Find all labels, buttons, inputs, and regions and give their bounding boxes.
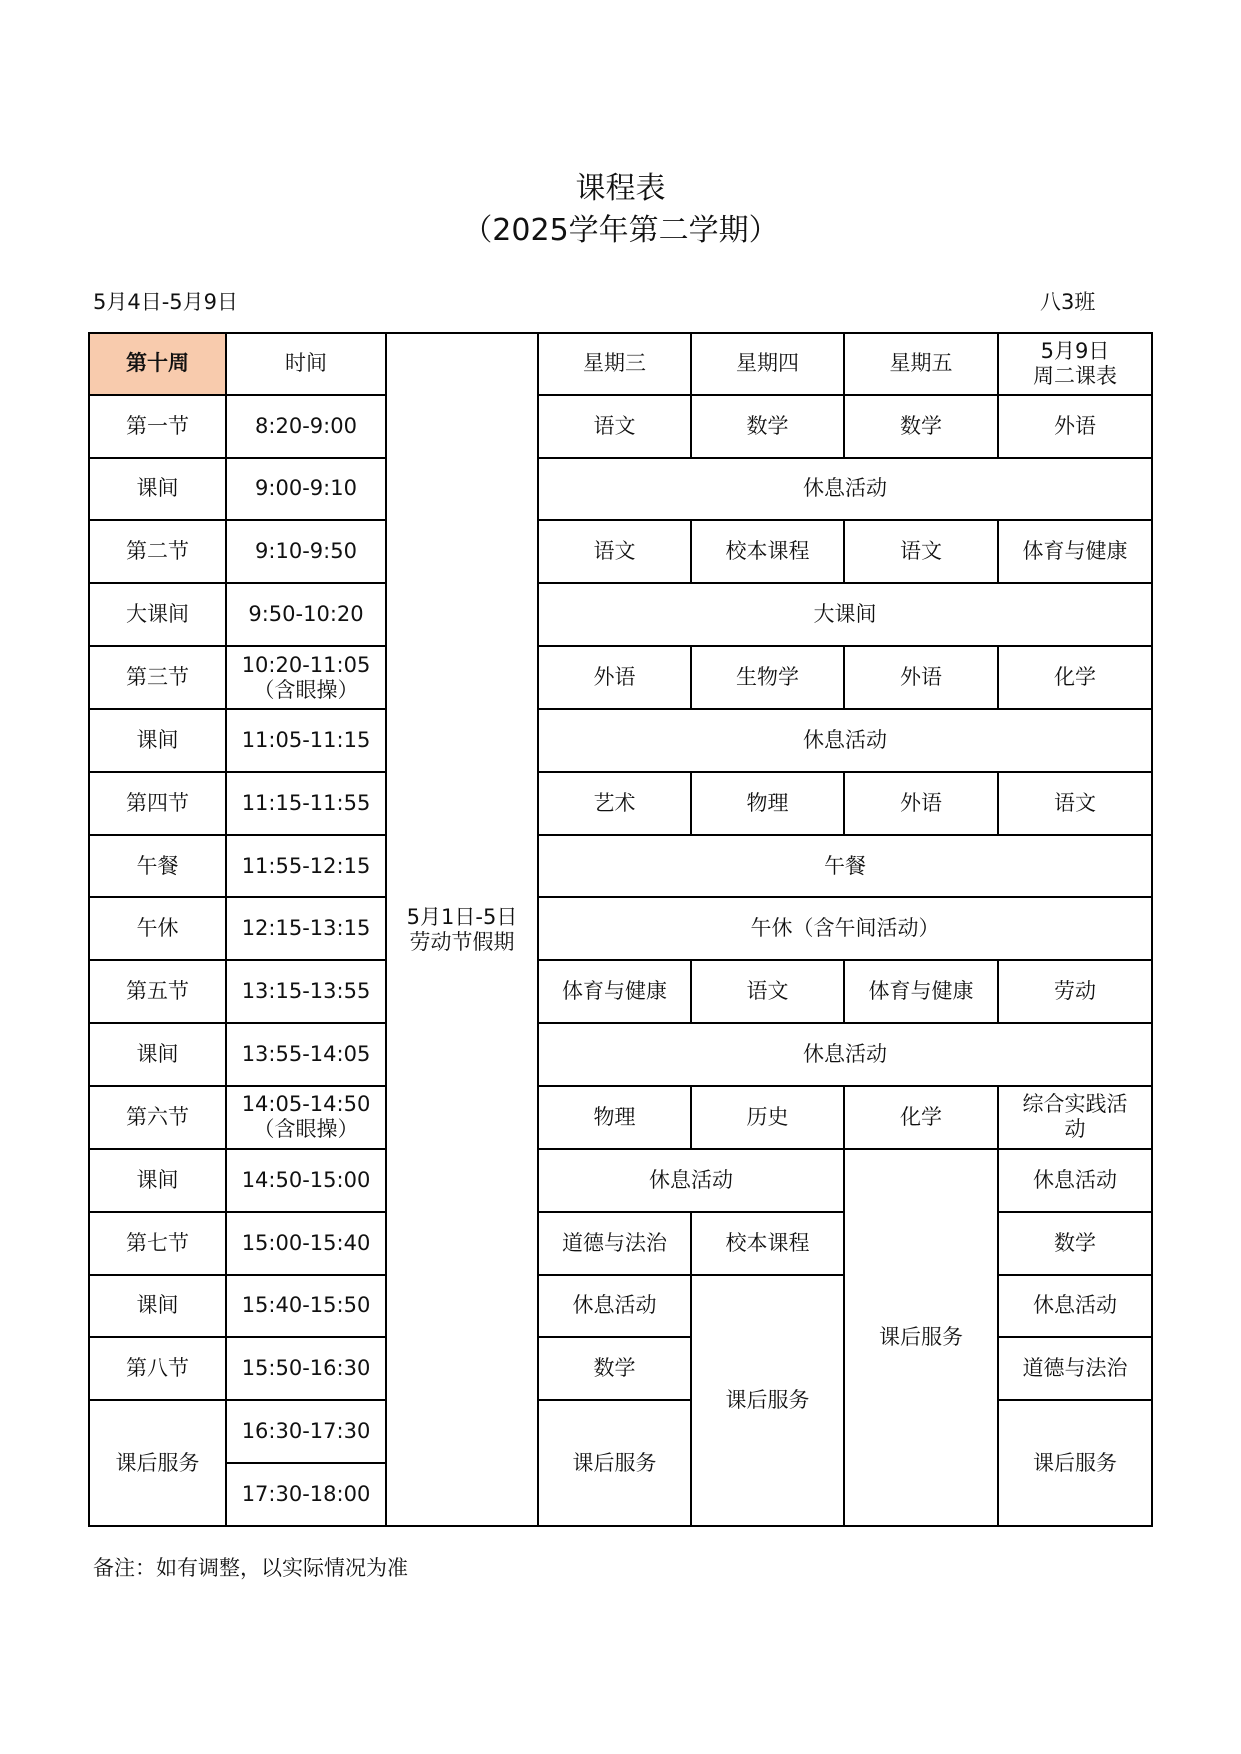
course-cell: 语文 <box>538 395 691 458</box>
activity-cell: 午餐 <box>538 835 1152 898</box>
course-cell: 外语 <box>844 646 998 709</box>
period-label: 第四节 <box>89 772 226 835</box>
course-cell: 休息活动 <box>538 1275 691 1338</box>
day-header: 5月9日 周二课表 <box>998 333 1152 395</box>
period-label: 课间 <box>89 458 226 521</box>
course-cell: 数学 <box>998 1212 1152 1275</box>
day-header: 星期三 <box>538 333 691 395</box>
day-header: 星期四 <box>691 333 844 395</box>
activity-cell: 休息活动 <box>538 709 1152 772</box>
table-row <box>89 772 1152 835</box>
course-cell: 休息活动 <box>998 1149 1152 1212</box>
period-label: 第一节 <box>89 395 226 458</box>
course-cell: 数学 <box>538 1337 691 1400</box>
course-cell: 物理 <box>691 772 844 835</box>
holiday-note: 5月1日-5日 劳动节假期 <box>386 333 538 1526</box>
table-row <box>89 835 1152 898</box>
table-row <box>89 709 1152 772</box>
class-name: 八3班 <box>1040 290 1096 314</box>
course-cell: 外语 <box>844 772 998 835</box>
time-slot: 9:00-9:10 <box>226 458 386 521</box>
time-slot: 14:50-15:00 <box>226 1149 386 1212</box>
activity-cell: 午休（含午间活动） <box>538 897 1152 960</box>
time-slot: 11:55-12:15 <box>226 835 386 898</box>
date-range: 5月4日-5月9日 <box>93 290 239 314</box>
time-slot: 11:15-11:55 <box>226 772 386 835</box>
time-slot: 13:15-13:55 <box>226 960 386 1023</box>
period-label: 第二节 <box>89 520 226 583</box>
activity-cell: 休息活动 <box>538 458 1152 521</box>
period-label: 课间 <box>89 1149 226 1212</box>
period-label: 大课间 <box>89 583 226 646</box>
time-slot: 10:20-11:05 （含眼操） <box>226 646 386 709</box>
table-row <box>89 395 1152 458</box>
time-slot: 15:50-16:30 <box>226 1337 386 1400</box>
period-label: 第七节 <box>89 1212 226 1275</box>
course-cell: 历史 <box>691 1086 844 1149</box>
table-row <box>89 1086 1152 1149</box>
period-label: 课间 <box>89 709 226 772</box>
footer-note: 备注：如有调整，以实际情况为准 <box>93 1556 408 1580</box>
period-label: 第三节 <box>89 646 226 709</box>
course-cell: 校本课程 <box>691 1212 844 1275</box>
schedule-table <box>88 332 1153 1527</box>
table-row <box>89 583 1152 646</box>
course-cell: 外语 <box>998 395 1152 458</box>
course-cell: 道德与法治 <box>998 1337 1152 1400</box>
course-cell: 化学 <box>844 1086 998 1149</box>
course-cell: 语文 <box>998 772 1152 835</box>
time-header: 时间 <box>226 333 386 395</box>
period-label: 课间 <box>89 1023 226 1086</box>
day-header: 星期五 <box>844 333 998 395</box>
course-cell: 体育与健康 <box>998 520 1152 583</box>
course-cell: 休息活动 <box>998 1275 1152 1338</box>
time-slot: 9:10-9:50 <box>226 520 386 583</box>
course-cell: 语文 <box>844 520 998 583</box>
course-cell: 综合实践活 动 <box>998 1086 1152 1149</box>
course-cell: 艺术 <box>538 772 691 835</box>
period-label: 第五节 <box>89 960 226 1023</box>
week-label: 第十周 <box>89 333 226 395</box>
period-label: 午休 <box>89 897 226 960</box>
table-row <box>89 458 1152 521</box>
page-subtitle: （2025学年第二学期） <box>462 213 779 248</box>
time-slot: 16:30-17:30 <box>226 1400 386 1463</box>
table-row <box>89 1149 1152 1212</box>
table-row <box>89 1023 1152 1086</box>
activity-cell: 大课间 <box>538 583 1152 646</box>
time-slot: 14:05-14:50 （含眼操） <box>226 1086 386 1149</box>
course-cell: 体育与健康 <box>844 960 998 1023</box>
course-cell: 校本课程 <box>691 520 844 583</box>
header-row <box>89 333 1152 395</box>
course-cell: 道德与法治 <box>538 1212 691 1275</box>
table-row <box>89 897 1152 960</box>
time-slot: 15:40-15:50 <box>226 1275 386 1338</box>
activity-cell: 休息活动 <box>538 1023 1152 1086</box>
time-slot: 8:20-9:00 <box>226 395 386 458</box>
period-label: 第六节 <box>89 1086 226 1149</box>
time-slot: 15:00-15:40 <box>226 1212 386 1275</box>
course-cell: 体育与健康 <box>538 960 691 1023</box>
period-label: 午餐 <box>89 835 226 898</box>
course-cell: 数学 <box>844 395 998 458</box>
course-cell: 生物学 <box>691 646 844 709</box>
course-cell: 外语 <box>538 646 691 709</box>
period-label: 课后服务 <box>89 1400 226 1526</box>
after-school-cell: 课后服务 <box>538 1400 691 1526</box>
table-row <box>89 646 1152 709</box>
time-slot: 17:30-18:00 <box>226 1463 386 1526</box>
time-slot: 9:50-10:20 <box>226 583 386 646</box>
after-school-cell: 课后服务 <box>844 1149 998 1526</box>
after-school-cell: 课后服务 <box>998 1400 1152 1526</box>
page-title: 课程表 <box>575 171 666 206</box>
time-slot: 11:05-11:15 <box>226 709 386 772</box>
time-slot: 13:55-14:05 <box>226 1023 386 1086</box>
course-cell: 劳动 <box>998 960 1152 1023</box>
after-school-cell: 课后服务 <box>691 1275 844 1526</box>
course-cell: 数学 <box>691 395 844 458</box>
course-cell: 语文 <box>691 960 844 1023</box>
period-label: 课间 <box>89 1275 226 1338</box>
course-cell: 语文 <box>538 520 691 583</box>
activity-cell: 休息活动 <box>538 1149 844 1212</box>
period-label: 第八节 <box>89 1337 226 1400</box>
table-row <box>89 520 1152 583</box>
table-row <box>89 960 1152 1023</box>
course-cell: 化学 <box>998 646 1152 709</box>
course-cell: 物理 <box>538 1086 691 1149</box>
time-slot: 12:15-13:15 <box>226 897 386 960</box>
